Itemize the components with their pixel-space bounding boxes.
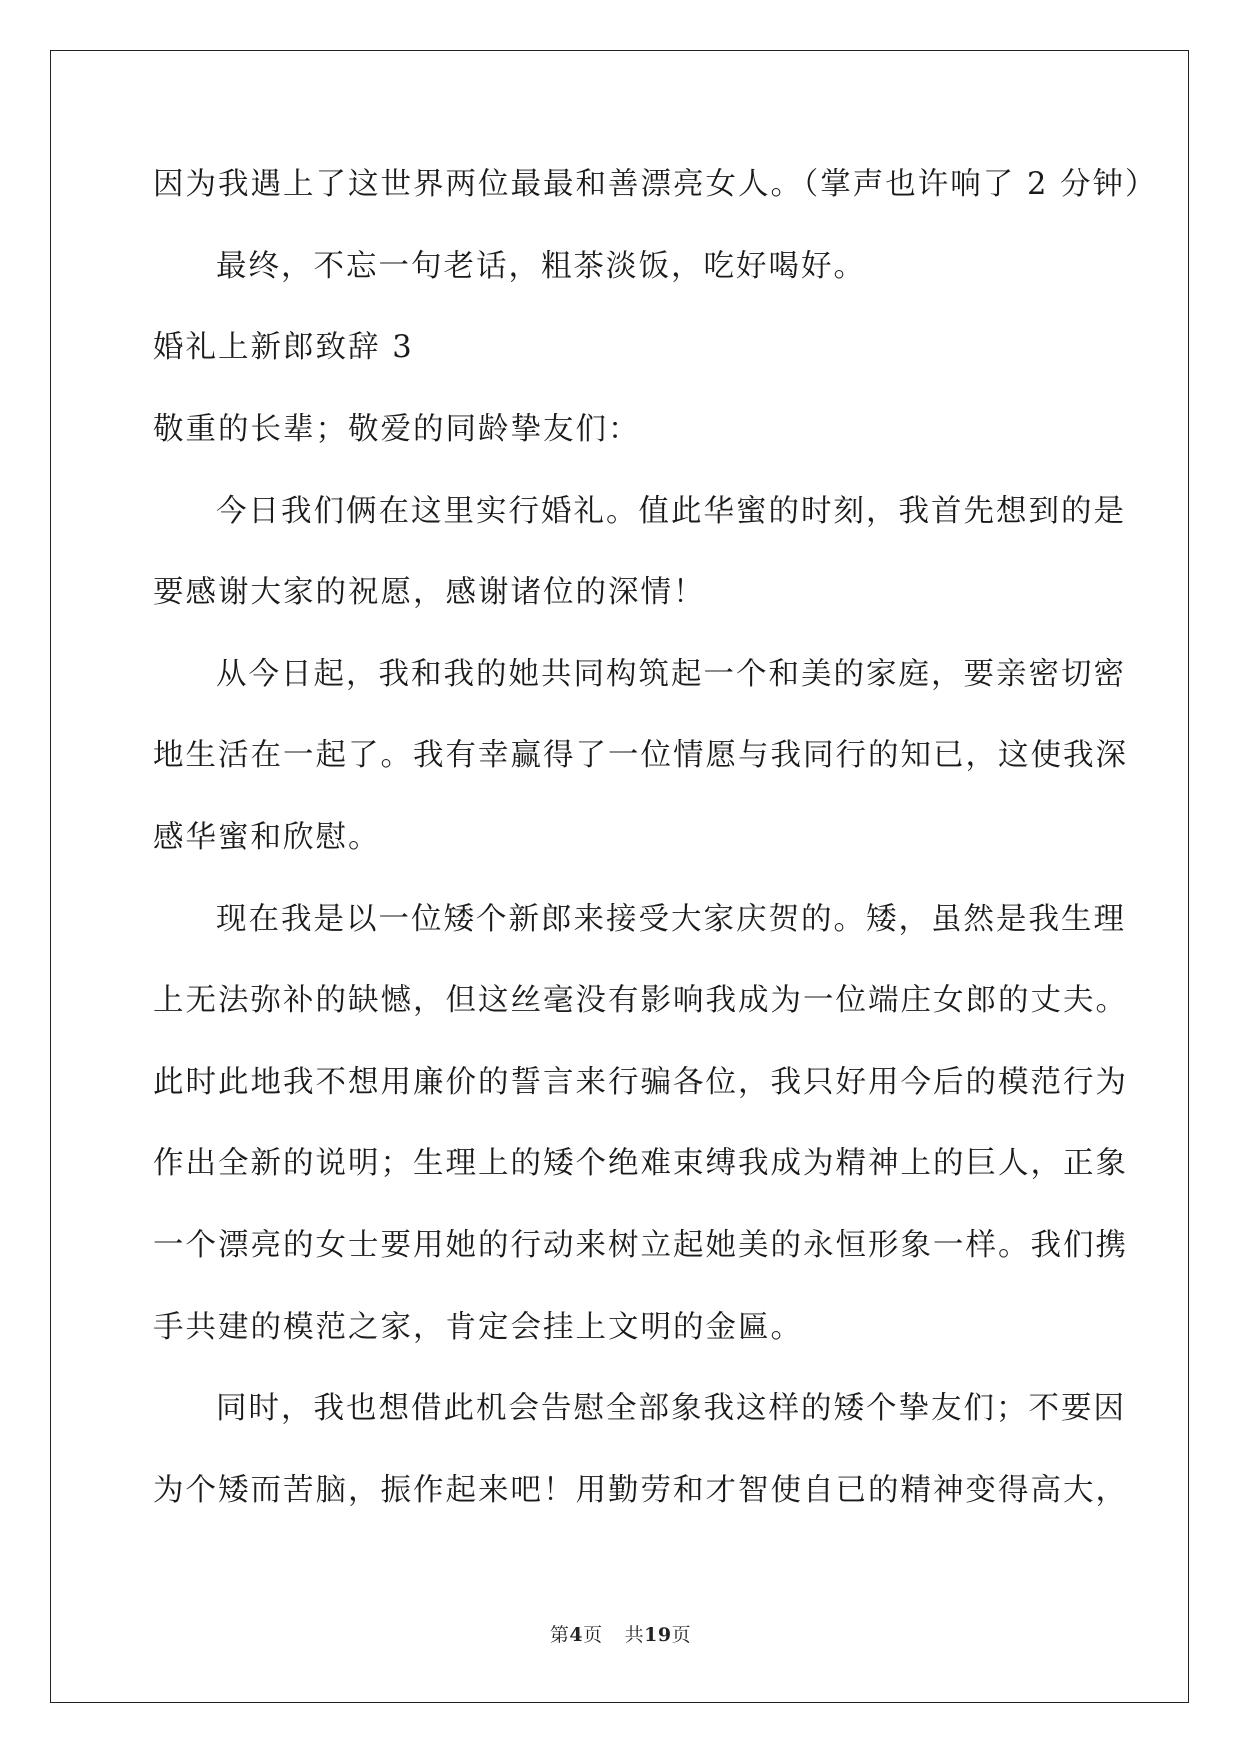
text-line: 为个矮而苦脑，振作起来吧！用勤劳和才智使自已的精神变得高大， xyxy=(153,1473,1128,1508)
page-suffix: 页 xyxy=(583,1624,603,1646)
salutation: 敬重的长辈；敬爱的同龄挚友们： xyxy=(153,412,641,447)
page-total: 19 xyxy=(644,1624,672,1646)
page-footer xyxy=(0,1620,1241,1647)
text-line: 手共建的模范之家，肯定会挂上文明的金匾。 xyxy=(153,1310,803,1345)
text-line: 因为我遇上了这世界两位最最和善漂亮女人。（掌声也许响了 2 分钟） xyxy=(153,167,1158,202)
text-line: 上无法弥补的缺憾，但这丝毫没有影响我成为一位端庄女郎的丈夫。 xyxy=(153,983,1128,1018)
page-current: 4 xyxy=(569,1624,584,1646)
text-line: 感华蜜和欣慰。 xyxy=(153,820,381,855)
text-line: 此时此地我不想用廉价的誓言来行骗各位，我只好用今后的模范行为 xyxy=(153,1065,1128,1100)
text-line: 作出全新的说明；生理上的矮个绝难束缚我成为精神上的巨人，正象 xyxy=(153,1146,1128,1181)
text-line: 最终，不忘一句老话，粗茶淡饭，吃好喝好。 xyxy=(216,249,866,284)
page-border xyxy=(50,50,1189,1703)
section-heading: 婚礼上新郎致辞 3 xyxy=(153,330,414,365)
text-line: 今日我们俩在这里实行婚礼。值此华蜜的时刻，我首先想到的是 xyxy=(216,494,1126,529)
text-line: 地生活在一起了。我有幸赢得了一位情愿与我同行的知已，这使我深 xyxy=(153,738,1128,773)
text-line: 一个漂亮的女士要用她的行动来树立起她美的永恒形象一样。我们携 xyxy=(153,1228,1128,1263)
total-prefix: 共 xyxy=(624,1624,645,1646)
total-suffix: 页 xyxy=(671,1624,692,1646)
text-line: 现在我是以一位矮个新郎来接受大家庆贺的。矮，虽然是我生理 xyxy=(216,902,1126,937)
text-line: 从今日起，我和我的她共同构筑起一个和美的家庭，要亲密切密 xyxy=(216,657,1126,692)
page-prefix: 第 xyxy=(549,1624,570,1646)
text-line: 同时，我也想借此机会告慰全部象我这样的矮个挚友们；不要因 xyxy=(216,1391,1126,1426)
text-line: 要感谢大家的祝愿，感谢诸位的深情！ xyxy=(153,575,706,610)
